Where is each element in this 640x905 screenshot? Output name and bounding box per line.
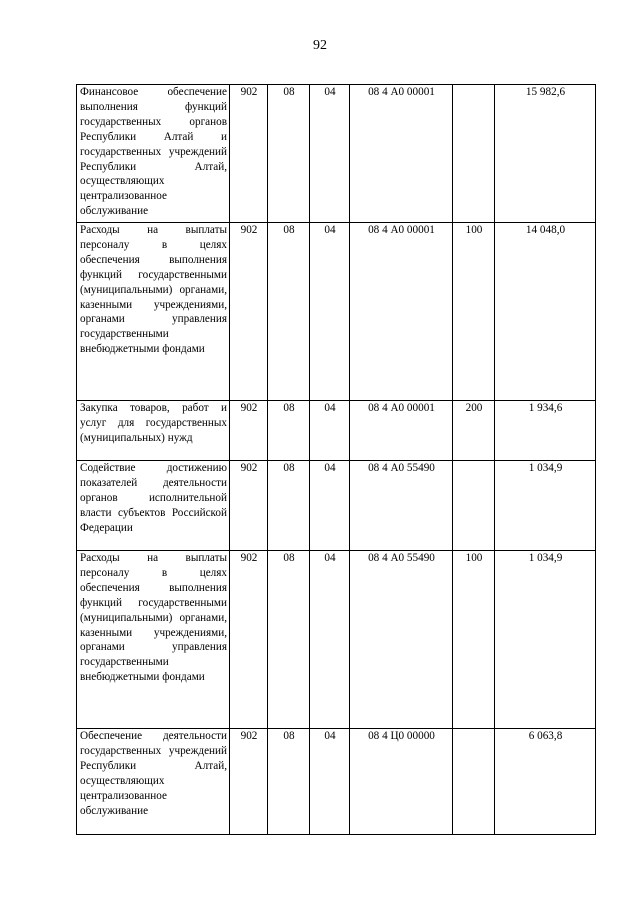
section-code: 08 xyxy=(268,223,310,401)
table-row xyxy=(77,551,596,729)
ministry-code: 902 xyxy=(230,85,268,223)
target-article-code: 08 4 А0 00001 xyxy=(350,401,453,461)
ministry-code: 902 xyxy=(230,551,268,729)
section-code: 08 xyxy=(268,551,310,729)
section-code: 08 xyxy=(268,401,310,461)
section-code: 08 xyxy=(268,461,310,551)
page-number: 92 xyxy=(313,38,327,53)
subsection-code: 04 xyxy=(310,85,350,223)
table-row xyxy=(77,729,596,835)
section-code: 08 xyxy=(268,729,310,835)
row-name: Обеспечение деятельности государственных учреждений Республики Алтай, осуществляющих централизованное обслуживание xyxy=(77,729,230,835)
expense-type-code xyxy=(453,85,495,223)
row-name: Расходы на выплаты персоналу в целях обеспечения выполнения функций государственными (муниципальными) органами, казенными учреждениями, органами управления государственными внебюджетными фондами xyxy=(77,551,230,729)
target-article-code: 08 4 А0 00001 xyxy=(350,223,453,401)
row-name: Закупка товаров, работ и услуг для государственных (муниципальных) нужд xyxy=(77,401,230,461)
target-article-code: 08 4 Ц0 00000 xyxy=(350,729,453,835)
subsection-code: 04 xyxy=(310,729,350,835)
expense-type-code: 100 xyxy=(453,223,495,401)
subsection-code: 04 xyxy=(310,223,350,401)
amount: 1 934,6 xyxy=(495,401,596,461)
target-article-code: 08 4 А0 00001 xyxy=(350,85,453,223)
row-name: Финансовое обеспечение выполнения функций государственных органов Республики Алтай и государственных учреждений Республики Алтай, осуществляющих централизованное обслуживание xyxy=(77,85,230,223)
expense-type-code xyxy=(453,729,495,835)
amount: 15 982,6 xyxy=(495,85,596,223)
ministry-code: 902 xyxy=(230,729,268,835)
ministry-code: 902 xyxy=(230,223,268,401)
target-article-code: 08 4 А0 55490 xyxy=(350,461,453,551)
section-code: 08 xyxy=(268,85,310,223)
expense-type-code xyxy=(453,461,495,551)
table-row xyxy=(77,401,596,461)
amount: 14 048,0 xyxy=(495,223,596,401)
ministry-code: 902 xyxy=(230,461,268,551)
table-row xyxy=(77,223,596,401)
subsection-code: 04 xyxy=(310,461,350,551)
amount: 6 063,8 xyxy=(495,729,596,835)
ministry-code: 902 xyxy=(230,401,268,461)
expense-type-code: 200 xyxy=(453,401,495,461)
budget-table xyxy=(76,84,596,835)
target-article-code: 08 4 А0 55490 xyxy=(350,551,453,729)
row-name: Содействие достижению показателей деятельности органов исполнительной власти субъектов Российской Федерации xyxy=(77,461,230,551)
table-row xyxy=(77,85,596,223)
row-name: Расходы на выплаты персоналу в целях обеспечения выполнения функций государственными (муниципальными) органами, казенными учреждениями, органами управления государственными внебюджетными фондами xyxy=(77,223,230,401)
table-row xyxy=(77,461,596,551)
subsection-code: 04 xyxy=(310,551,350,729)
subsection-code: 04 xyxy=(310,401,350,461)
amount: 1 034,9 xyxy=(495,461,596,551)
amount: 1 034,9 xyxy=(495,551,596,729)
expense-type-code: 100 xyxy=(453,551,495,729)
